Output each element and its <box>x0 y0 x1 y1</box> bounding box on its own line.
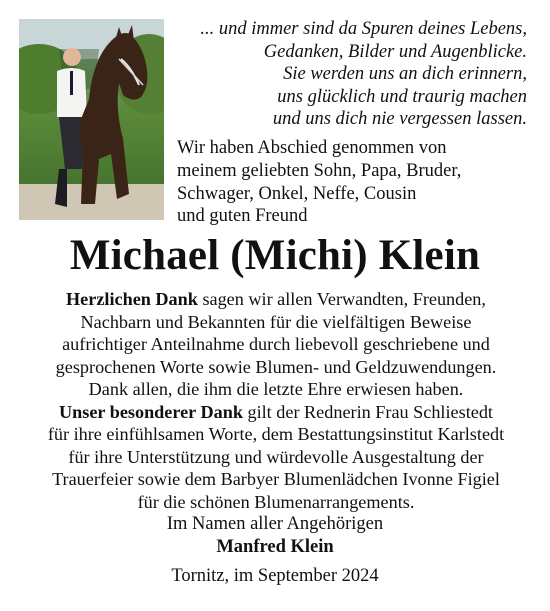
thanks-line: für ihre einfühlsamen Worte, dem Bestattungsinstitut Karlstedt <box>47 424 505 444</box>
farewell-intro <box>177 137 517 228</box>
signature-name: Manfred Klein <box>216 536 334 557</box>
quote-line: Gedanken, Bilder und Augenblicke. <box>263 41 527 62</box>
thanks-line: für die schönen Blumenarrangements. <box>137 491 415 512</box>
thanks-line-rest: sagen wir allen Verwandten, Freunden, <box>197 289 486 309</box>
thanks-line: Nachbarn und Bekannten für die vielfältigen Beweise <box>80 311 472 332</box>
portrait-photo <box>19 19 164 220</box>
deceased-name: Michael (Michi) Klein <box>69 232 481 279</box>
quote-line: Sie werden uns an dich erinnern, <box>283 64 527 85</box>
thanks-line: Dank allen, die ihm die letzte Ehre erwiesen haben. <box>88 379 464 399</box>
thanks-line-rest: gilt der Rednerin Frau Schliestedt <box>242 401 493 422</box>
thanks-text <box>20 288 532 513</box>
place-and-date: Tornitz, im September 2024 <box>171 566 379 586</box>
thanks-line: aufrichtiger Anteilnahme durch liebevoll geschriebene und <box>62 334 490 354</box>
thanks-line: gesprochenen Worte sowie Blumen- und Geldzuwendungen. <box>55 356 497 377</box>
thanks-bold-heading: Herzlichen Dank <box>66 289 198 309</box>
intro-line: Wir haben Abschied genommen von <box>177 138 447 158</box>
thanks-line <box>20 401 532 424</box>
intro-line: Schwager, Onkel, Neffe, Cousin <box>177 183 417 204</box>
signature-block <box>0 513 550 558</box>
quote-line: uns glücklich und traurig machen <box>277 86 527 107</box>
quote-line: und uns dich nie vergessen lassen. <box>272 109 527 130</box>
signature-line: Im Namen aller Angehörigen <box>166 514 384 534</box>
special-thanks-bold-heading: Unser besonderer Dank <box>59 401 243 422</box>
intro-line: und guten Freund <box>177 206 308 227</box>
thanks-line: für ihre Unterstützung und würdevolle Ausgestaltung der <box>68 446 484 467</box>
intro-line: meinem geliebten Sohn, Papa, Bruder, <box>177 160 462 181</box>
thanks-line <box>20 288 532 311</box>
thanks-line: Trauerfeier sowie dem Barbyer Blumenlädchen Ivonne Figiel <box>52 469 500 489</box>
man-with-horse-image <box>19 19 164 220</box>
memorial-quote <box>170 18 527 131</box>
quote-line: ... und immer sind da Spuren deines Lebens, <box>200 19 527 39</box>
